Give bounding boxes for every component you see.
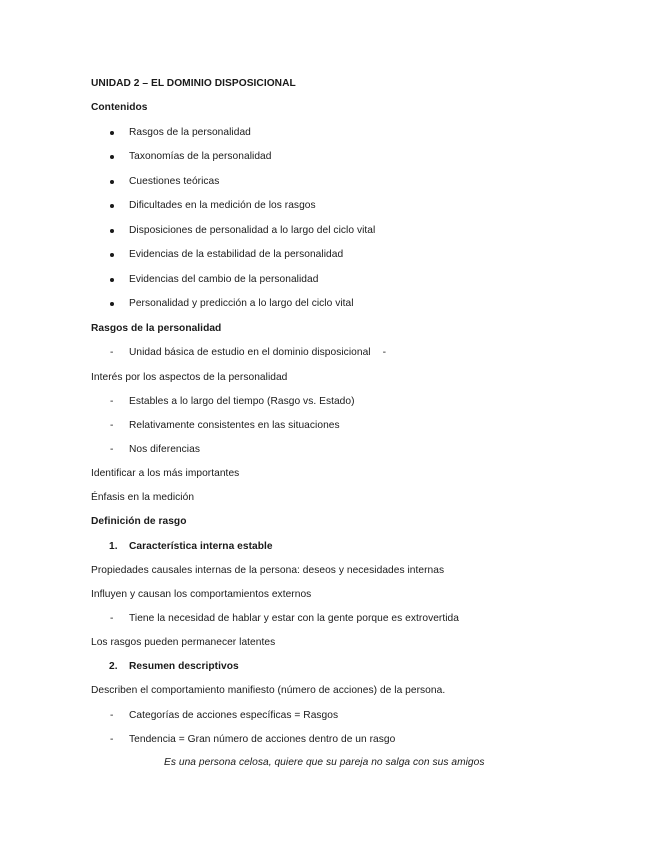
definicion-heading: Definición de rasgo	[91, 516, 187, 527]
interes-dash-item	[110, 419, 340, 432]
rasgos-dash-item	[110, 346, 387, 359]
interes-dash-text: Nos diferencias	[129, 444, 200, 455]
number-marker: 2.	[109, 661, 118, 672]
contenidos-item-text: Personalidad y predicción a lo largo del ciclo vital	[129, 298, 354, 309]
contenidos-item	[129, 297, 354, 310]
bullet-icon	[110, 278, 114, 282]
contenidos-item	[129, 248, 343, 261]
dash-marker: -	[110, 396, 114, 407]
bullet-icon	[110, 131, 114, 135]
contenidos-item	[129, 199, 316, 212]
bullet-icon	[110, 229, 114, 233]
numbered-item-1	[109, 540, 273, 553]
contenidos-item-text: Disposiciones de personalidad a lo largo del ciclo vital	[129, 225, 376, 236]
bullet-icon	[110, 204, 114, 208]
identificar-line: Identificar a los más importantes	[91, 468, 240, 479]
dash-marker: -	[110, 347, 114, 358]
describen-dash-item	[110, 709, 339, 722]
latentes-line: Los rasgos pueden permanecer latentes	[91, 637, 276, 648]
describen-dash-text: Categorías de acciones específicas = Rasgos	[129, 710, 339, 721]
dash-marker: -	[110, 734, 114, 745]
describen-line: Describen el comportamiento manifiesto (número de acciones) de la persona.	[91, 685, 446, 696]
bullet-icon	[110, 253, 114, 257]
dash-marker: -	[110, 710, 114, 721]
numbered-item-text: Resumen descriptivos	[129, 661, 239, 672]
contenidos-item-text: Evidencias de la estabilidad de la personalidad	[129, 249, 344, 260]
contenidos-item	[129, 150, 271, 163]
enfasis-line: Énfasis en la medición	[91, 492, 195, 503]
contenidos-item-text: Evidencias del cambio de la personalidad	[129, 274, 319, 285]
interes-dash-item	[110, 395, 355, 408]
bullet-icon	[110, 155, 114, 159]
contenidos-item	[129, 273, 318, 286]
numbered-item-2	[109, 660, 239, 673]
rasgos-dash-text: Unidad básica de estudio en el dominio disposicional	[129, 347, 371, 358]
dash-marker: -	[110, 613, 114, 624]
contenidos-item-text: Cuestiones teóricas	[129, 176, 220, 187]
influyen-dash-text: Tiene la necesidad de hablar y estar con la gente porque es extrovertida	[129, 613, 459, 624]
rasgos-dash-tail: -	[382, 347, 387, 358]
describen-dash-text: Tendencia = Gran número de acciones dentro de un rasgo	[129, 734, 396, 745]
contenidos-item	[129, 126, 251, 139]
interes-line: Interés por los aspectos de la personalidad	[91, 372, 288, 383]
bullet-icon	[110, 180, 114, 184]
contenidos-item-text: Taxonomías de la personalidad	[129, 151, 272, 162]
influyen-dash-item	[110, 612, 459, 625]
describen-dash-item	[110, 733, 396, 746]
contenidos-item-text: Rasgos de la personalidad	[129, 127, 251, 138]
contenidos-item	[129, 175, 219, 188]
contenidos-heading: Contenidos	[91, 102, 148, 113]
document-title: UNIDAD 2 – EL DOMINIO DISPOSICIONAL	[91, 78, 296, 89]
interes-dash-text: Relativamente consistentes en las situaciones	[129, 420, 340, 431]
dash-marker: -	[110, 420, 114, 431]
bullet-icon	[110, 302, 114, 306]
interes-dash-item	[110, 443, 200, 456]
example-quote: Es una persona celosa, quiere que su pareja no salga con sus amigos	[164, 757, 485, 768]
numbered-item-text: Característica interna estable	[129, 541, 273, 552]
number-marker: 1.	[109, 541, 118, 552]
contenidos-item-text: Dificultades en la medición de los rasgos	[129, 200, 316, 211]
interes-dash-text: Estables a lo largo del tiempo (Rasgo vs. Estado)	[129, 396, 355, 407]
rasgos-heading: Rasgos de la personalidad	[91, 323, 222, 334]
contenidos-item	[129, 224, 375, 237]
dash-marker: -	[110, 444, 114, 455]
influyen-line: Influyen y causan los comportamientos externos	[91, 589, 312, 600]
propiedades-line: Propiedades causales internas de la persona: deseos y necesidades internas	[91, 565, 445, 576]
